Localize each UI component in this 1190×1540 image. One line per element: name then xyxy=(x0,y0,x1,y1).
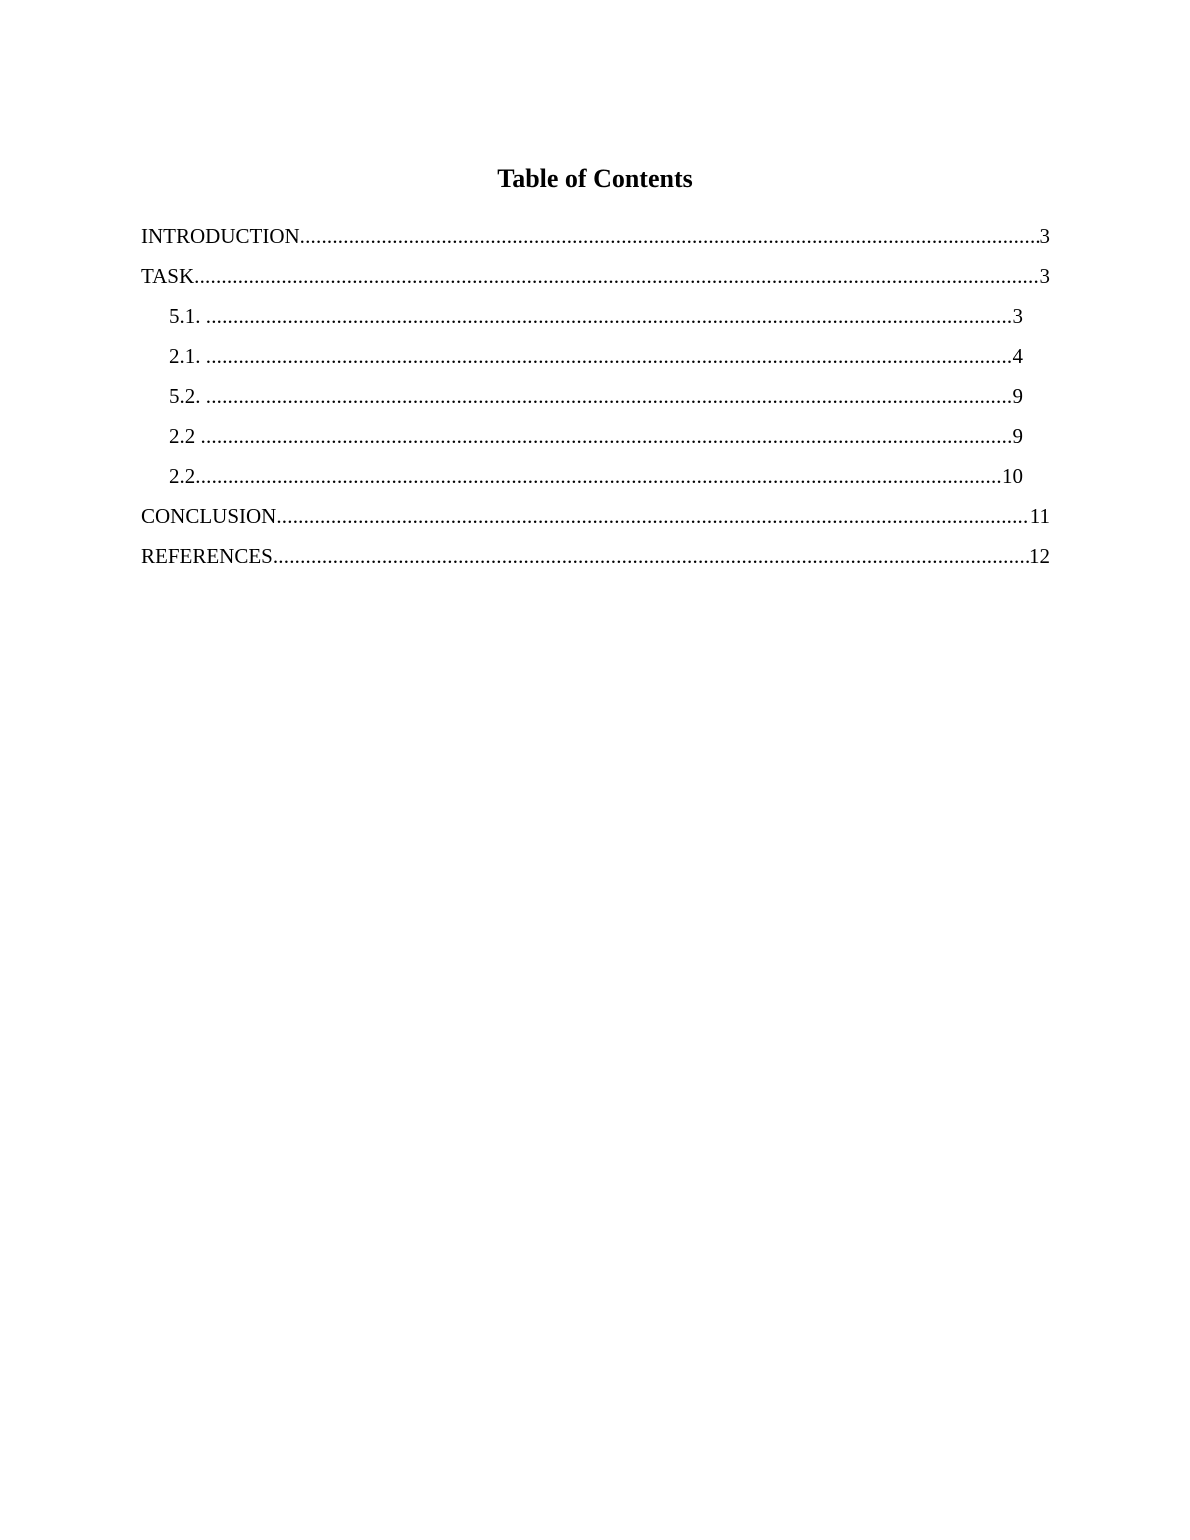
toc-entry-5-1[interactable] xyxy=(169,301,1023,331)
toc-dot-leader xyxy=(276,501,1029,531)
toc-entry-page: 12 xyxy=(1029,544,1050,568)
toc-entry-5-2[interactable] xyxy=(169,381,1023,411)
toc-entry-label: 2.2 xyxy=(169,424,201,448)
toc-entry-label: 2.2 xyxy=(169,464,196,488)
toc-entry-label: REFERENCES xyxy=(141,544,273,568)
toc-entry-page: 3 xyxy=(1039,224,1050,248)
toc-entry-task[interactable] xyxy=(141,261,1050,291)
toc-entry-conclusion[interactable] xyxy=(141,501,1050,531)
toc-dot-leader xyxy=(194,261,1039,291)
toc-dot-leader xyxy=(195,461,1002,491)
toc-dot-leader xyxy=(206,381,1013,411)
toc-entry-label: 5.1. xyxy=(169,304,206,328)
toc-entry-page: 9 xyxy=(1012,384,1023,408)
toc-entry-2-2-b[interactable] xyxy=(169,461,1023,491)
toc-entry-2-1[interactable] xyxy=(169,341,1023,371)
toc-dot-leader xyxy=(300,221,1040,251)
toc-entry-page: 9 xyxy=(1012,424,1023,448)
toc-entry-introduction[interactable] xyxy=(141,221,1050,251)
toc-entry-page: 3 xyxy=(1039,264,1050,288)
toc-entry-page: 3 xyxy=(1012,304,1023,328)
toc-entry-label: 2.1. xyxy=(169,344,206,368)
toc-dot-leader xyxy=(201,421,1013,451)
toc-title: Table of Contents xyxy=(497,164,693,193)
toc-dot-leader xyxy=(206,341,1013,371)
toc-entry-page: 11 xyxy=(1029,504,1050,528)
toc-entry-references[interactable] xyxy=(141,541,1050,571)
toc-dot-leader xyxy=(273,541,1029,571)
toc-entry-label: 5.2. xyxy=(169,384,206,408)
toc-dot-leader xyxy=(206,301,1013,331)
toc-entry-page: 10 xyxy=(1002,464,1023,488)
toc-entry-label: INTRODUCTION xyxy=(141,224,300,248)
toc-entry-label: CONCLUSION xyxy=(141,504,277,528)
toc-entry-page: 4 xyxy=(1012,344,1023,368)
toc-entry-2-2-a[interactable] xyxy=(169,421,1023,451)
toc-entry-label: TASK xyxy=(141,264,195,288)
